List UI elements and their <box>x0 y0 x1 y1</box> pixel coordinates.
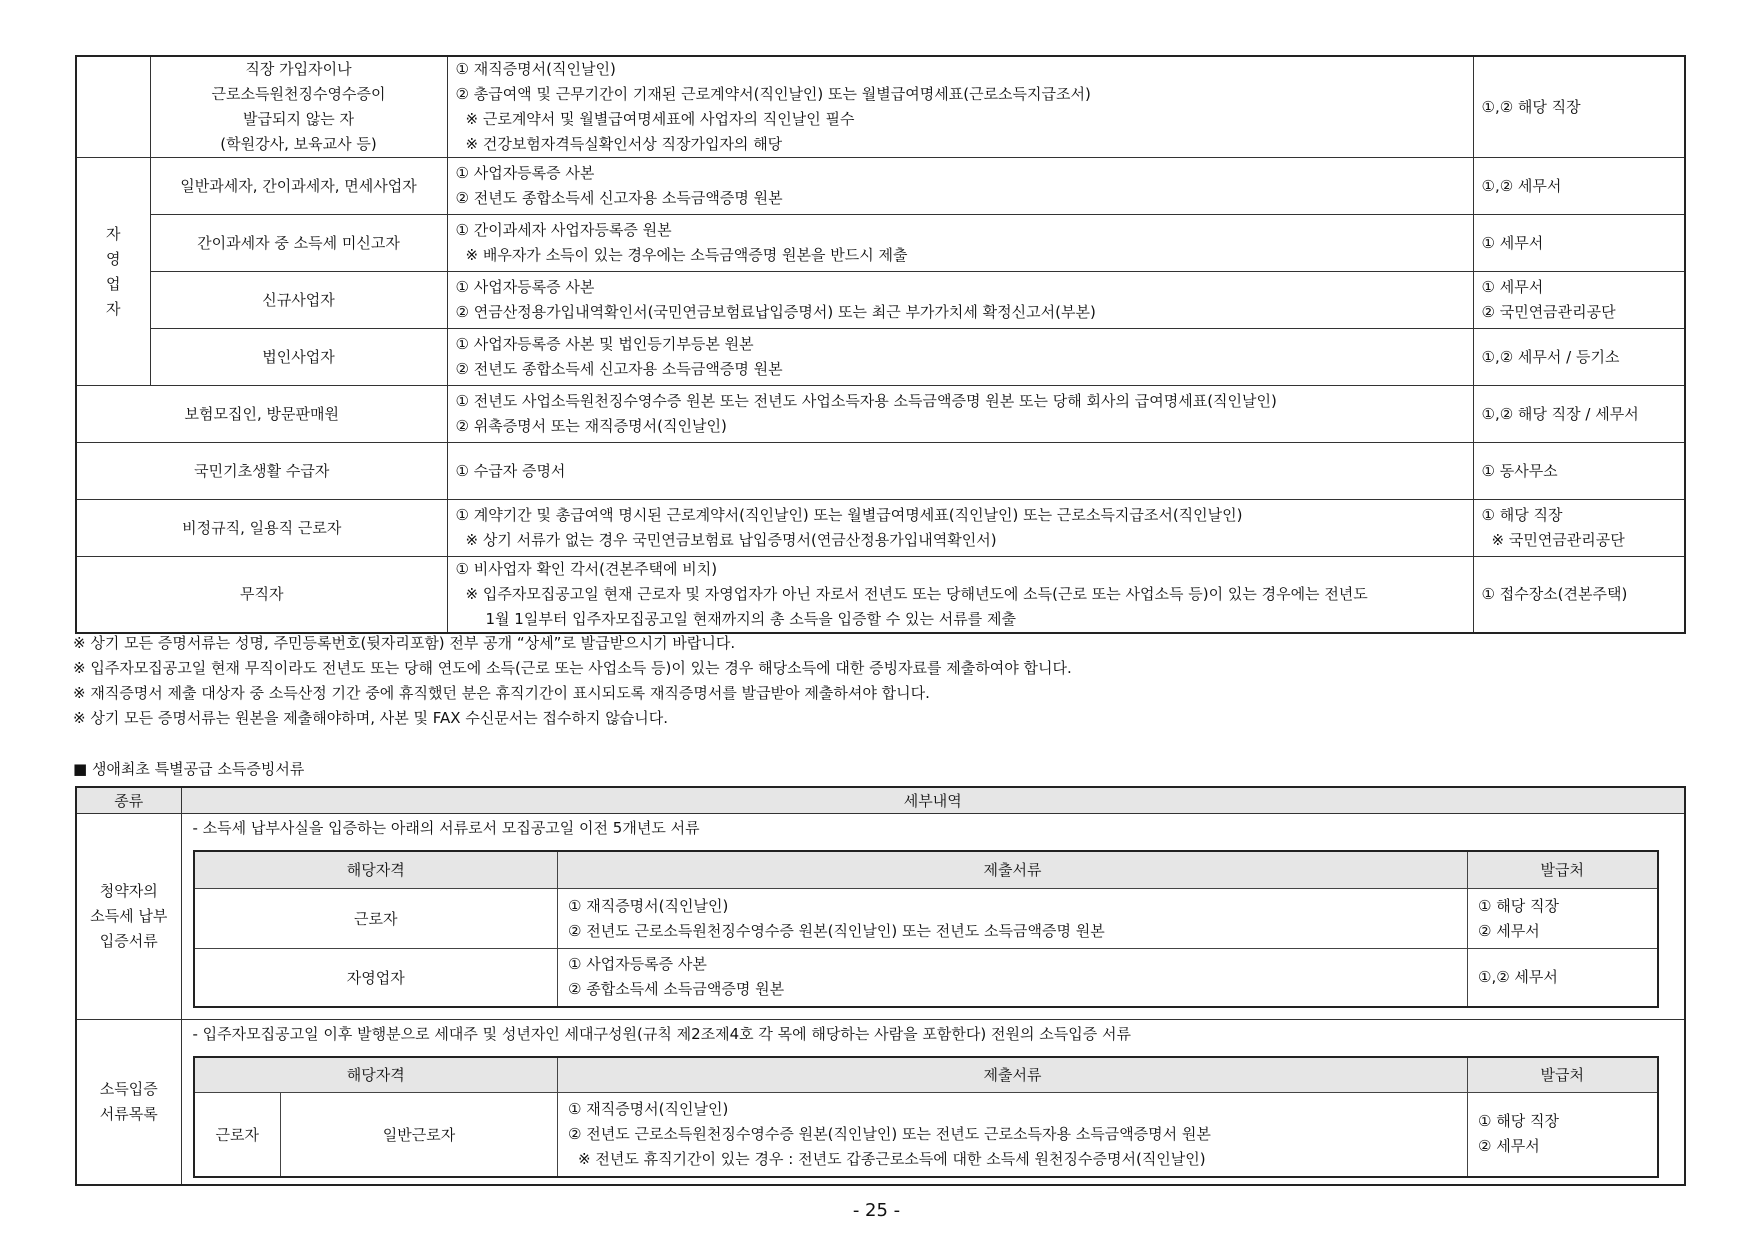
header-kind: 종류 <box>76 787 181 813</box>
issuer-cell: ①,② 세무서 / 등기소 <box>1473 329 1685 386</box>
category-cell: 국민기초생활 수급자 <box>76 443 447 500</box>
issuer-cell: ①,② 해당 직장 / 세무서 <box>1473 386 1685 443</box>
table-row <box>76 215 1685 272</box>
docs-cell: ① 계약기간 및 총급여액 명시된 근로계약서(직인날인) 또는 월별급여명세표(직인날인) 또는 근로소득지급조서(직인날인) ※ 상기 서류가 없는 경우 국민연금보험료 납입증명서(연금산정용가입내역확인서) <box>447 500 1473 557</box>
inner-table <box>193 1056 1659 1178</box>
self-employed-label: 자 영 업 자 <box>76 158 150 386</box>
note: ※ 입주자모집공고일 현재 무직이라도 전년도 또는 당해 연도에 소득(근로 또는 사업소득 등)이 있는 경우 해당소득에 대한 증빙자료를 제출하여야 합니다. <box>73 659 1072 677</box>
category-cell: 직장 가입자이나 근로소득원천징수영수증이 발급되지 않는 자 (학원강사, 보육교사 등) <box>150 56 447 158</box>
notes <box>73 631 1072 731</box>
docs-cell: ① 간이과세자 사업자등록증 원본 ※ 배우자가 소득이 있는 경우에는 소득금액증명 원본을 반드시 제출 <box>447 215 1473 272</box>
issuer-cell: ①,② 해당 직장 <box>1473 56 1685 158</box>
category-cell: 법인사업자 <box>150 329 447 386</box>
category-cell: 보험모집인, 방문판매원 <box>76 386 447 443</box>
docs-cell: ① 수급자 증명서 <box>447 443 1473 500</box>
note: ※ 재직증명서 제출 대상자 중 소득산정 기간 중에 휴직했던 분은 휴직기간이 표시되도록 재직증명서를 발급받아 제출하셔야 합니다. <box>73 684 930 702</box>
block-label: 소득입증 서류목록 <box>76 1019 181 1185</box>
table-row <box>76 158 1685 215</box>
issuer-cell: ① 접수장소(견본주택) <box>1473 557 1685 634</box>
table-row <box>76 386 1685 443</box>
header-detail: 세부내역 <box>181 787 1685 813</box>
block-label: 청약자의 소득세 납부 입증서류 <box>76 813 181 1019</box>
issuer-cell: ① 세무서 ② 국민연금관리공단 <box>1473 272 1685 329</box>
issuer-cell: ①,② 세무서 <box>1473 158 1685 215</box>
issuer-cell: ① 동사무소 <box>1473 443 1685 500</box>
category-cell: 신규사업자 <box>150 272 447 329</box>
category-cell: 무직자 <box>76 557 447 634</box>
block-lead: - 입주자모집공고일 이후 발행분으로 세대주 및 성년자인 세대구성원(규칙 제2조제4호 각 목에 해당하는 사람을 포함한다) 전원의 소득입증 서류 <box>192 1024 1131 1043</box>
table-row <box>76 56 1685 158</box>
table-header-row <box>76 787 1685 813</box>
issuer-cell: ① 세무서 <box>1473 215 1685 272</box>
issuer-cell: ① 해당 직장 ※ 국민연금관리공단 <box>1473 500 1685 557</box>
table-row <box>76 813 1685 1019</box>
table-row <box>76 500 1685 557</box>
page-number: - 25 - <box>852 1200 901 1221</box>
block-lead: - 소득세 납부사실을 입증하는 아래의 서류로서 모집공고일 이전 5개년도 서류 <box>192 818 700 837</box>
note: ※ 상기 모든 증명서류는 성명, 주민등록번호(뒷자리포함) 전부 공개 “상세”로 발급받으시기 바랍니다. <box>73 634 736 652</box>
docs-cell: ① 비사업자 확인 각서(견본주택에 비치) ※ 입주자모집공고일 현재 근로자 및 자영업자가 아닌 자로서 전년도 또는 당해년도에 소득(근로 또는 사업소득 등)이 있는 경우에는 전년도 1월 1일부터 입주자모집공고일 현재까지의 총 소득을 입증할 수 있는 서류를 제출 <box>447 557 1473 634</box>
inner-table <box>193 850 1659 1008</box>
income-docs-table <box>75 55 1686 634</box>
docs-cell: ① 사업자등록증 사본 ② 전년도 종합소득세 신고자용 소득금액증명 원본 <box>447 158 1473 215</box>
category-cell: 간이과세자 중 소득세 미신고자 <box>150 215 447 272</box>
table-row <box>76 1019 1685 1185</box>
table-row <box>76 272 1685 329</box>
docs-cell: ① 재직증명서(직인날인) ② 총급여액 및 근무기간이 기재된 근로계약서(직인날인) 또는 월별급여명세표(근로소득지급조서) ※ 근로계약서 및 월별급여명세표에 사업자의 직인날인 필수 ※ 건강보험자격득실확인서상 직장가입자의 해당 <box>447 56 1473 158</box>
docs-cell: ① 전년도 사업소득원천징수영수증 원본 또는 전년도 사업소득자용 소득금액증명 원본 또는 당해 회사의 급여명세표(직인날인) ② 위촉증명서 또는 재직증명서(직인날인) <box>447 386 1473 443</box>
section-title: ■ 생애최초 특별공급 소득증빙서류 <box>73 760 305 778</box>
table-row: 근로자 일반근로자 ① 재직증명서(직인날인) ② 전년도 근로소득원천징수영수증 원본(직인날인) 또는 전년도 근로소득자용 소득금액증명서 원본 ※ 전년도 휴직기간이 있는 경우 : 전년도 갑종근로소득에 대한 소득세 원천징수증명서(직인날인) ① 해당 직장 ② 세무서 <box>194 1093 1658 1177</box>
table-row <box>76 329 1685 386</box>
table-row: 자영업자 ① 사업자등록증 사본 ② 종합소득세 소득금액증명 원본 ①,② 세무서 <box>194 949 1658 1007</box>
table-row <box>76 557 1685 634</box>
docs-cell: ① 사업자등록증 사본 ② 연금산정용가입내역확인서(국민연금보험료납입증명서) 또는 최근 부가가치세 확정신고서(부본) <box>447 272 1473 329</box>
inner-header-row: 해당자격 제출서류 발급처 <box>194 851 1658 889</box>
inner-header-row: 해당자격 제출서류 발급처 <box>194 1057 1658 1093</box>
first-time-buyer-docs-table <box>75 786 1686 1186</box>
table-row <box>76 443 1685 500</box>
category-cell: 일반과세자, 간이과세자, 면세사업자 <box>150 158 447 215</box>
docs-cell: ① 사업자등록증 사본 및 법인등기부등본 원본 ② 전년도 종합소득세 신고자용 소득금액증명 원본 <box>447 329 1473 386</box>
note: ※ 상기 모든 증명서류는 원본을 제출해야하며, 사본 및 FAX 수신문서는 접수하지 않습니다. <box>73 709 669 727</box>
table-row: 근로자 ① 재직증명서(직인날인) ② 전년도 근로소득원천징수영수증 원본(직인날인) 또는 전년도 소득금액증명 원본 ① 해당 직장 ② 세무서 <box>194 889 1658 949</box>
category-cell: 비정규직, 일용직 근로자 <box>76 500 447 557</box>
